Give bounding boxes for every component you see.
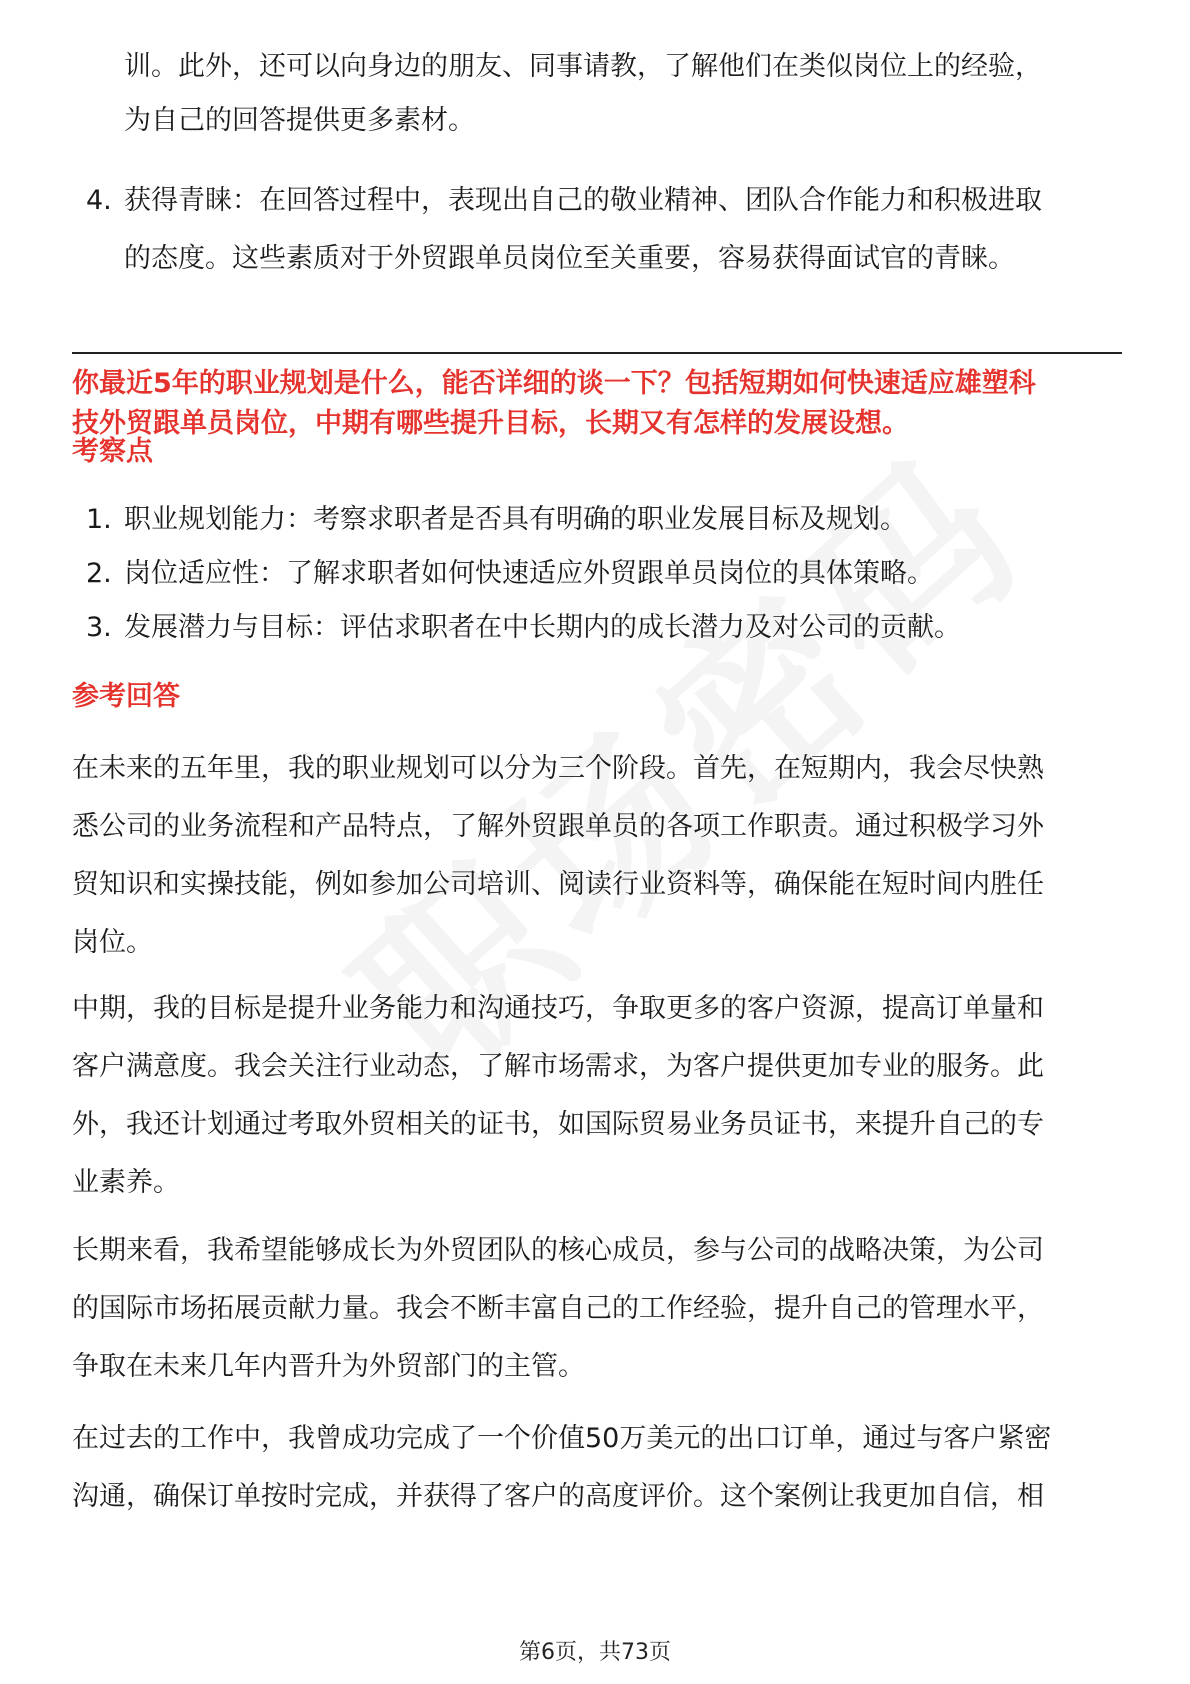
list-item-text: 发展潜力与目标：评估求职者在中长期内的成长潜力及对公司的贡献。 (124, 612, 961, 643)
list-number: 1. (86, 504, 112, 535)
heading-answer: 参考回答 (72, 681, 180, 712)
list-item-line-2: 的态度。这些素质对于外贸跟单员岗位至关重要，容易获得面试官的青睐。 (124, 243, 1015, 274)
list-item-4 (72, 172, 1122, 288)
answer-paragraph-1 (72, 740, 1122, 972)
paragraph-line: 岗位。 (72, 927, 153, 958)
paragraph-line: 的国际市场拓展贡献力量。我会不断丰富自己的工作经验，提升自己的管理水平， (72, 1293, 1044, 1324)
list-item-3 (72, 599, 1122, 657)
paragraph-line: 争取在未来几年内晋升为外贸部门的主管。 (72, 1351, 585, 1382)
paragraph-line: 贸知识和实操技能，例如参加公司培训、阅读行业资料等，确保能在短时间内胜任 (72, 869, 1044, 900)
answer-paragraph-3 (72, 1222, 1122, 1396)
continuation-line-1: 训。此外，还可以向身边的朋友、同事请教，了解他们在类似岗位上的经验， (124, 51, 1042, 82)
paragraph-line: 外，我还计划通过考取外贸相关的证书，如国际贸易业务员证书，来提升自己的专 (72, 1109, 1044, 1140)
list-item-1 (72, 491, 1122, 549)
paragraph-line: 沟通，确保订单按时完成，并获得了客户的高度评价。这个案例让我更加自信，相 (72, 1481, 1044, 1512)
question-line-2: 技外贸跟单员岗位，中期有哪些提升目标，长期又有怎样的发展设想。 (72, 408, 909, 439)
list-item-2 (72, 545, 1122, 603)
list-item-text: 职业规划能力：考察求职者是否具有明确的职业发展目标及规划。 (124, 504, 907, 535)
question-line-1: 你最近5年的职业规划是什么，能否详细的谈一下？包括短期如何快速适应雄塑科 (72, 368, 1036, 399)
paragraph-line: 客户满意度。我会关注行业动态，了解市场需求，为客户提供更加专业的服务。此 (72, 1051, 1044, 1082)
heading-kaocha: 考察点 (72, 436, 153, 467)
paragraph-line: 悉公司的业务流程和产品特点，了解外贸跟单员的各项工作职责。通过积极学习外 (72, 811, 1044, 842)
continuation-line-2: 为自己的回答提供更多素材。 (124, 105, 475, 136)
section-divider (72, 352, 1122, 354)
list-item-line-1: 获得青睐：在回答过程中，表现出自己的敬业精神、团队合作能力和积极进取 (124, 185, 1042, 216)
interview-question (72, 364, 1132, 444)
answer-paragraph-2 (72, 980, 1122, 1212)
paragraph-line: 业素养。 (72, 1167, 180, 1198)
page-footer: 第6页，共73页 (519, 1640, 671, 1665)
list-number: 4. (86, 185, 112, 216)
paragraph-line: 中期，我的目标是提升业务能力和沟通技巧，争取更多的客户资源，提高订单量和 (72, 993, 1044, 1024)
list-item-text: 岗位适应性：了解求职者如何快速适应外贸跟单员岗位的具体策略。 (124, 558, 934, 589)
list-number: 2. (86, 558, 112, 589)
paragraph-line: 在过去的工作中，我曾成功完成了一个价值50万美元的出口订单，通过与客户紧密 (72, 1423, 1052, 1454)
answer-paragraph-4 (72, 1410, 1122, 1526)
paragraph-line: 长期来看，我希望能够成长为外贸团队的核心成员，参与公司的战略决策，为公司 (72, 1235, 1044, 1266)
list-number: 3. (86, 612, 112, 643)
paragraph-line: 在未来的五年里，我的职业规划可以分为三个阶段。首先，在短期内，我会尽快熟 (72, 753, 1044, 784)
